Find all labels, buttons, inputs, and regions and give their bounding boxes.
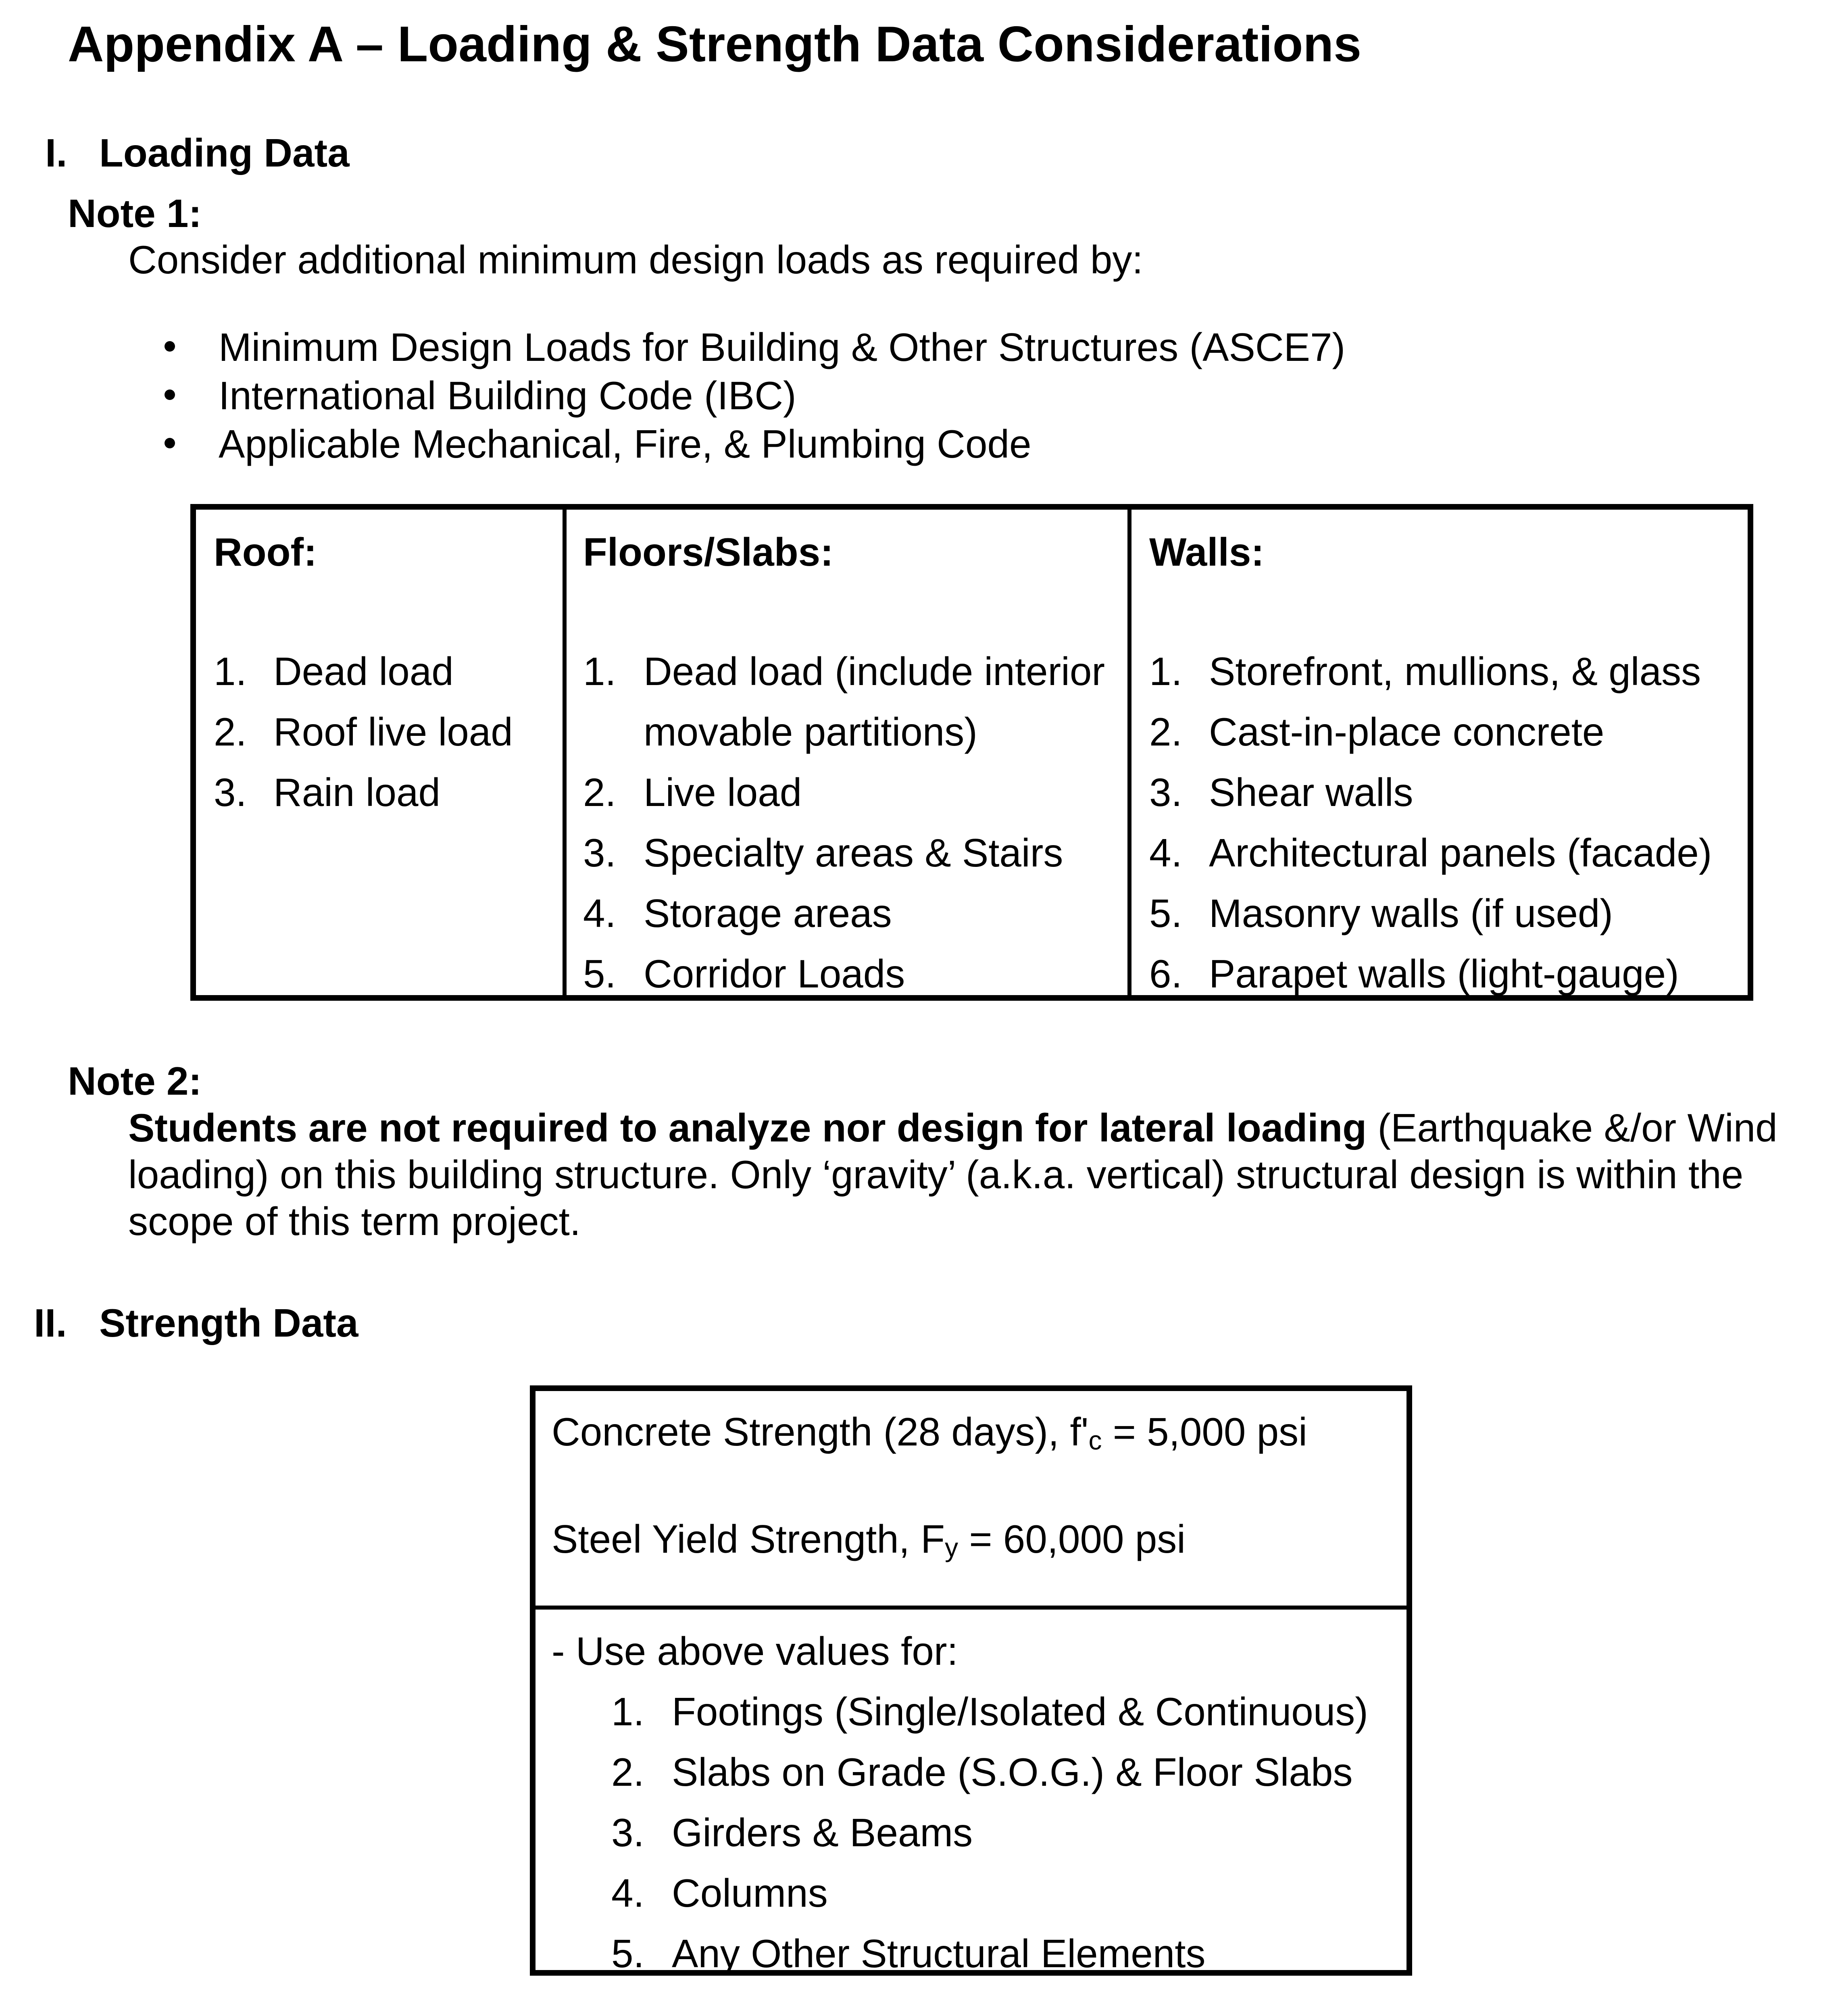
floors-item: Live load — [644, 770, 802, 814]
note-1-label: Note 1: — [68, 191, 202, 235]
strength-item-number: 2. — [611, 1750, 644, 1794]
section-1-heading: Loading Data — [99, 131, 350, 175]
steel-yield-strength: Steel Yield Strength, $F_y = 60,000$ psi — [552, 1517, 1186, 1562]
roof-item-number: 2. — [214, 710, 247, 754]
table-divider — [1127, 506, 1131, 998]
note-2-label: Note 2: — [68, 1059, 202, 1103]
note-2-bold-text: Students are not required to analyze nor design for lateral loading — [128, 1106, 1367, 1150]
roof-item-number: 1. — [214, 649, 247, 694]
walls-item: Parapet walls (light-gauge) — [1209, 952, 1679, 996]
floors-item: Specialty areas & Stairs — [644, 831, 1063, 875]
walls-item: Architectural panels (facade) — [1209, 831, 1712, 875]
note-2-line-2: loading) on this building structure. Only ‘gravity’ (a.k.a. vertical) structural design is within the — [128, 1152, 1744, 1197]
strength-data-box — [530, 1385, 1412, 1976]
strength-item: Footings (Single/Isolated & Continuous) — [672, 1689, 1368, 1734]
walls-item: Masonry walls (if used) — [1209, 891, 1613, 935]
use-values-intro: - Use above values for: — [552, 1629, 958, 1673]
note-2-line-1-rest: (Earthquake &/or Wind — [1367, 1106, 1777, 1150]
roof-item: Dead load — [273, 649, 454, 694]
section-2-numeral: II. — [34, 1301, 67, 1345]
walls-item: Shear walls — [1209, 770, 1413, 814]
floors-item: Corridor Loads — [644, 952, 905, 996]
note-1-bullet: Applicable Mechanical, Fire, & Plumbing Code — [219, 422, 1031, 466]
floors-item-number: 1. — [583, 649, 616, 694]
roof-item: Roof live load — [273, 710, 513, 754]
note-1-intro: Consider additional minimum design loads as required by: — [128, 237, 1143, 282]
walls-item-number: 5. — [1149, 891, 1182, 935]
strength-box-divider — [532, 1606, 1410, 1610]
strength-item-number: 5. — [611, 1931, 644, 1976]
section-2-heading: Strength Data — [99, 1301, 358, 1345]
floors-item-number: 4. — [583, 891, 616, 935]
walls-item: Cast-in-place concrete — [1209, 710, 1604, 754]
walls-item-number: 4. — [1149, 831, 1182, 875]
floors-item-number: 3. — [583, 831, 616, 875]
roof-item-number: 3. — [214, 770, 247, 814]
strength-item: Girders & Beams — [672, 1810, 973, 1855]
floors-item-number: 5. — [583, 952, 616, 996]
floors-item: Storage areas — [644, 891, 892, 935]
walls-item-number: 3. — [1149, 770, 1182, 814]
page-title: Appendix A – Loading & Strength Data Considerations — [68, 17, 1362, 72]
bullet-dot-icon — [165, 341, 175, 352]
walls-item: Storefront, mullions, & glass — [1209, 649, 1701, 694]
walls-column-header: Walls: — [1149, 530, 1264, 574]
floors-item: Dead load (include interior — [644, 649, 1105, 694]
bullet-dot-icon — [165, 389, 175, 400]
note-1-bullet: Minimum Design Loads for Building & Other Structures (ASCE7) — [219, 325, 1346, 369]
strength-item-number: 4. — [611, 1871, 644, 1915]
strength-item: Any Other Structural Elements — [672, 1931, 1206, 1976]
floors-item-continuation: movable partitions) — [644, 710, 977, 754]
floors-column-header: Floors/Slabs: — [583, 530, 833, 574]
section-1-numeral: I. — [45, 131, 67, 175]
strength-item: Columns — [672, 1871, 828, 1915]
note-2-line-1 — [128, 1108, 1777, 1148]
bullet-dot-icon — [165, 438, 175, 448]
walls-item-number: 1. — [1149, 649, 1182, 694]
strength-item-number: 1. — [611, 1689, 644, 1734]
note-2-line-3: scope of this term project. — [128, 1199, 581, 1243]
note-1-bullet: International Building Code (IBC) — [219, 373, 796, 418]
walls-item-number: 6. — [1149, 952, 1182, 996]
strength-item-number: 3. — [611, 1810, 644, 1855]
walls-item-number: 2. — [1149, 710, 1182, 754]
concrete-strength: Concrete Strength (28 days), $f'_c = 5,000$ psi — [552, 1410, 1307, 1455]
strength-item: Slabs on Grade (S.O.G.) & Floor Slabs — [672, 1750, 1353, 1794]
roof-item: Rain load — [273, 770, 441, 814]
roof-column-header: Roof: — [214, 530, 317, 574]
table-divider — [563, 506, 567, 998]
floors-item-number: 2. — [583, 770, 616, 814]
